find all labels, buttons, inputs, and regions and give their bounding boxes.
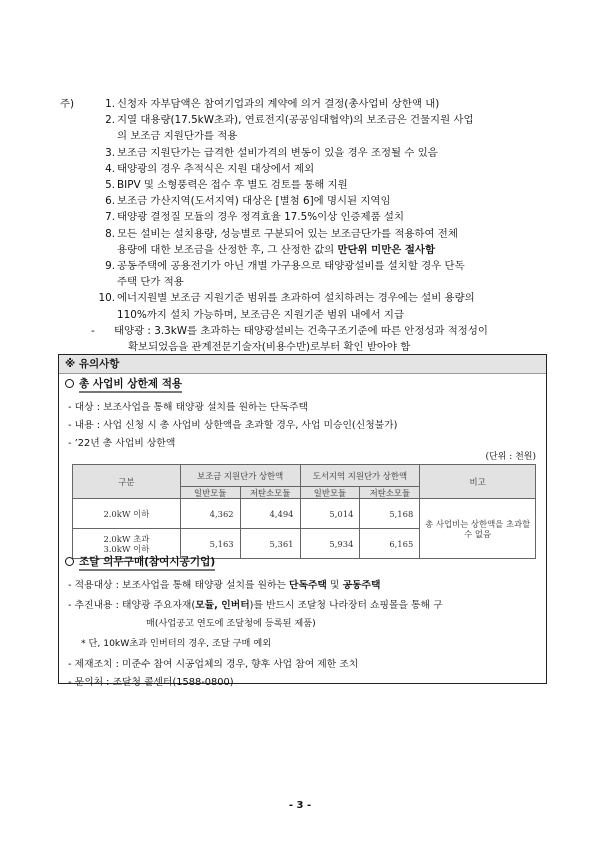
page-number: - 3 - [288,800,312,811]
contact-line: - 문의처 : 조달청 콜센터(1588-0800) [68,677,234,688]
rounding-rule-emphasis: 만단위 미만은 절사함 [337,243,436,256]
section-title-cap: 총 사업비 상한제 적용 [65,378,182,393]
table-cell: 6,165 [360,529,420,559]
table-cell: 5,361 [240,529,300,559]
cap-year-line: - ’22년 총 사업비 상한액 [68,438,176,449]
note-item-8: 8. 모든 설비는 설치용량, 성능별로 구분되어 있는 보조금단가를 적용하여 전체 용량에 대한 보조금을 산정한 후, 그 산정한 값의 만단위 미만은 절사함 [105,227,458,256]
table-cell: 5,168 [360,499,420,529]
note-item-7: 7. 태양광 결정질 모듈의 경우 정격효율 17.5%이상 인증제품 설치 [105,211,404,224]
cap-content-line: - 내용 : 사업 신청 시 총 사업비 상한액을 초과할 경우, 사업 미승인(신청불가) [68,420,398,431]
note-item-9: 9. 공동주택에 공용전기가 아닌 개별 가구용으로 태양광설비를 설치할 경우 단독 주택 단가 적용 [105,260,465,289]
cap-target-line: - 대상 : 보조사업을 통해 태양광 설치를 원하는 단독주택 [68,402,308,413]
note-item-1: 1. 신청자 자부담액은 참여기업과의 계약에 의거 결정(총사업비 상한액 내) [105,98,440,110]
sanction-line: - 제재조치 : 미준수 참여 시공업체의 경우, 향후 사업 참여 제한 조치 [68,659,359,670]
budget-cap-table [72,464,536,559]
procurement-content-line: - 추진내용 : 태양광 주요자재(모듈, 인버터)를 반드시 조달청 나라장터 쇼핑몰을 통해 구 [68,600,443,611]
subheader-general-module: 일반모듈 [300,487,360,499]
table-row [73,499,536,529]
header-subsidy-cap: 보조금 지원단가 상한액 [180,465,300,487]
procurement-content-cont: 매(사업공고 연도에 조달청에 등록된 제품) [146,618,316,629]
procurement-target-line: - 적용대상 : 보조사업을 통해 태양광 설치를 원하는 단독주택 및 공동주택 [68,580,381,591]
table-cell: 5,014 [300,499,360,529]
row-label: 2.0kW 이하 [73,499,181,529]
unit-label: (단위 : 천원) [485,452,536,462]
row-label: 2.0kW 초과 3.0kW 이하 [73,529,181,559]
table-note-cell: 총 사업비는 상한액을 초과할 수 없음 [420,499,536,559]
header-category: 구분 [73,465,181,499]
note-item-solar: - 태양광 : 3.3kW를 초과하는 태양광설비는 건축구조기준에 따른 안정성과 적정성이 확보되었음을 관계전문기술자(비용수반)로부터 확인 받아야 함 [91,324,488,354]
table-cell: 5,163 [180,529,240,559]
notes-prefix: 주) [60,98,75,110]
caution-box [58,354,547,688]
subheader-low-carbon-module: 저탄소모듈 [360,487,420,499]
subheader-low-carbon-module: 저탄소모듈 [240,487,300,499]
subheader-general-module: 일반모듈 [180,487,240,499]
procurement-exception-note: * 단, 10kW초과 인버터의 경우, 조달 구매 예외 [81,638,272,649]
note-item-4: 4. 태양광의 경우 추적식은 지원 대상에서 제외 [105,162,315,175]
note-item-6: 6. 보조금 가산지역(도서지역) 대상은 [별첨 6]에 명시된 지역임 [105,195,391,208]
table-cell: 4,362 [180,499,240,529]
table-cell: 4,494 [240,499,300,529]
header-island-cap: 도서지역 지원단가 상한액 [300,465,420,487]
circle-bullet-icon [65,379,74,388]
circle-bullet-icon [65,557,74,566]
header-note: 비고 [420,465,536,499]
note-item-5: 5. BIPV 및 소형풍력은 접수 후 별도 검토를 통해 지원 [105,179,348,192]
note-item-3: 3. 보조금 지원단가는 급격한 설비가격의 변동이 있을 경우 조정될 수 있음 [105,146,438,159]
notes-list [60,96,560,355]
section-title-procurement: 조달 의무구매(참여시공기업) [65,556,215,571]
note-item-10: 10. 에너지원별 보조금 지원기준 범위를 초과하여 설치하려는 경우에는 설비 용량의 110%까지 설치 가능하며, 보조금은 지원기준 범위 내에서 지급 [98,292,475,321]
table-cell: 5,934 [300,529,360,559]
caution-title: ※ 유의사항 [59,355,546,374]
note-item-2: 2. 지열 대용량(17.5kW초과), 연료전지(공공임대협약)의 보조금은 건물지원 사업 의 보조금 지원단가를 적용 [105,114,474,143]
